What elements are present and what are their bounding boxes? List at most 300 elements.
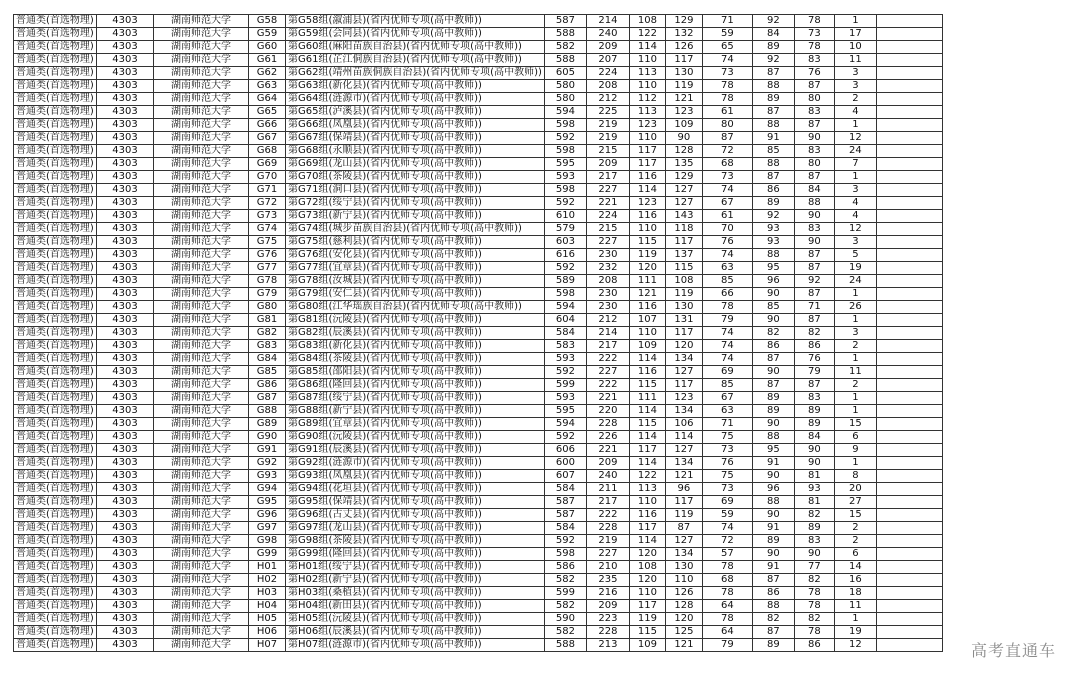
- total-score-cell: 589: [544, 275, 586, 288]
- empty-cell: [876, 132, 942, 145]
- empty-cell: [876, 28, 942, 41]
- elective-cell: 87: [794, 80, 834, 93]
- empty-cell: [876, 366, 942, 379]
- elective-cell: 90: [794, 457, 834, 470]
- group-code-cell: G95: [249, 496, 286, 509]
- math-cell: 106: [665, 418, 702, 431]
- math-cell: 128: [665, 600, 702, 613]
- chinese-cell: 109: [629, 639, 665, 652]
- elective-cell: 87: [794, 379, 834, 392]
- school-code-cell: 4303: [97, 522, 154, 535]
- physics-cell: 88: [752, 119, 794, 132]
- chinese-cell: 119: [629, 249, 665, 262]
- rank-cell: 14: [834, 561, 876, 574]
- empty-cell: [876, 535, 942, 548]
- empty-cell: [876, 574, 942, 587]
- group-name-cell: 第G84组(茶陵县)(省内优师专项(高中教师)): [286, 353, 545, 366]
- group-code-cell: G67: [249, 132, 286, 145]
- rank-cell: 3: [834, 327, 876, 340]
- chinese-cell: 122: [629, 470, 665, 483]
- table-row: [14, 613, 943, 626]
- elective-cell: 81: [794, 496, 834, 509]
- total-score-cell: 598: [544, 288, 586, 301]
- math-cell: 127: [665, 366, 702, 379]
- physics-cell: 89: [752, 93, 794, 106]
- table-row: [14, 561, 943, 574]
- math-cell: 108: [665, 275, 702, 288]
- table-row: [14, 327, 943, 340]
- category-cell: 普通类(首选物理): [14, 288, 97, 301]
- chinese-cell: 111: [629, 275, 665, 288]
- elective-cell: 93: [794, 483, 834, 496]
- chinese-cell: 110: [629, 132, 665, 145]
- school-name-cell: 湖南师范大学: [154, 509, 249, 522]
- group-name-cell: 第G74组(城步苗族自治县)(省内优师专项(高中教师)): [286, 223, 545, 236]
- total-score-cell: 588: [544, 639, 586, 652]
- physics-cell: 95: [752, 262, 794, 275]
- table-row: [14, 119, 943, 132]
- chinese-cell: 117: [629, 444, 665, 457]
- school-name-cell: 湖南师范大学: [154, 327, 249, 340]
- group-code-cell: G82: [249, 327, 286, 340]
- chinese-math-cell: 228: [586, 626, 629, 639]
- group-name-cell: 第G59组(会同县)(省内优师专项(高中教师)): [286, 28, 545, 41]
- category-cell: 普通类(首选物理): [14, 496, 97, 509]
- school-name-cell: 湖南师范大学: [154, 379, 249, 392]
- group-name-cell: 第G66组(凤凰县)(省内优师专项(高中教师)): [286, 119, 545, 132]
- school-code-cell: 4303: [97, 262, 154, 275]
- rank-cell: 2: [834, 93, 876, 106]
- category-cell: 普通类(首选物理): [14, 470, 97, 483]
- school-code-cell: 4303: [97, 613, 154, 626]
- school-name-cell: 湖南师范大学: [154, 535, 249, 548]
- math-cell: 90: [665, 132, 702, 145]
- empty-cell: [876, 431, 942, 444]
- school-name-cell: 湖南师范大学: [154, 236, 249, 249]
- elective-cell: 77: [794, 561, 834, 574]
- math-cell: 123: [665, 106, 702, 119]
- foreign-lang-cell: 65: [702, 41, 752, 54]
- empty-cell: [876, 184, 942, 197]
- rank-cell: 24: [834, 275, 876, 288]
- total-score-cell: 592: [544, 535, 586, 548]
- math-cell: 143: [665, 210, 702, 223]
- group-code-cell: G89: [249, 418, 286, 431]
- group-code-cell: G62: [249, 67, 286, 80]
- physics-cell: 82: [752, 327, 794, 340]
- chinese-cell: 112: [629, 93, 665, 106]
- total-score-cell: 598: [544, 145, 586, 158]
- physics-cell: 93: [752, 236, 794, 249]
- math-cell: 117: [665, 496, 702, 509]
- chinese-cell: 116: [629, 301, 665, 314]
- school-code-cell: 4303: [97, 145, 154, 158]
- chinese-cell: 108: [629, 15, 665, 28]
- total-score-cell: 582: [544, 626, 586, 639]
- physics-cell: 84: [752, 28, 794, 41]
- math-cell: 126: [665, 41, 702, 54]
- school-name-cell: 湖南师范大学: [154, 496, 249, 509]
- table-row: [14, 600, 943, 613]
- total-score-cell: 592: [544, 431, 586, 444]
- table-row: [14, 444, 943, 457]
- physics-cell: 90: [752, 548, 794, 561]
- group-name-cell: 第G83组(新化县)(省内优师专项(高中教师)): [286, 340, 545, 353]
- elective-cell: 80: [794, 158, 834, 171]
- group-code-cell: G68: [249, 145, 286, 158]
- physics-cell: 90: [752, 509, 794, 522]
- school-name-cell: 湖南师范大学: [154, 28, 249, 41]
- table-row: [14, 210, 943, 223]
- group-code-cell: H01: [249, 561, 286, 574]
- table-row: [14, 314, 943, 327]
- group-name-cell: 第G98组(茶陵县)(省内优师专项(高中教师)): [286, 535, 545, 548]
- category-cell: 普通类(首选物理): [14, 587, 97, 600]
- total-score-cell: 580: [544, 93, 586, 106]
- rank-cell: 19: [834, 262, 876, 275]
- table-row: [14, 80, 943, 93]
- empty-cell: [876, 561, 942, 574]
- group-name-cell: 第G71组(洞口县)(省内优师专项(高中教师)): [286, 184, 545, 197]
- school-name-cell: 湖南师范大学: [154, 184, 249, 197]
- math-cell: 96: [665, 483, 702, 496]
- math-cell: 121: [665, 93, 702, 106]
- school-code-cell: 4303: [97, 366, 154, 379]
- elective-cell: 82: [794, 509, 834, 522]
- elective-cell: 90: [794, 236, 834, 249]
- math-cell: 87: [665, 522, 702, 535]
- chinese-math-cell: 228: [586, 522, 629, 535]
- physics-cell: 89: [752, 405, 794, 418]
- empty-cell: [876, 483, 942, 496]
- rank-cell: 8: [834, 470, 876, 483]
- school-code-cell: 4303: [97, 626, 154, 639]
- category-cell: 普通类(首选物理): [14, 522, 97, 535]
- rank-cell: 15: [834, 509, 876, 522]
- empty-cell: [876, 639, 942, 652]
- foreign-lang-cell: 80: [702, 119, 752, 132]
- table-row: [14, 548, 943, 561]
- chinese-math-cell: 209: [586, 41, 629, 54]
- physics-cell: 88: [752, 80, 794, 93]
- chinese-math-cell: 235: [586, 574, 629, 587]
- foreign-lang-cell: 74: [702, 327, 752, 340]
- rank-cell: 1: [834, 15, 876, 28]
- physics-cell: 87: [752, 353, 794, 366]
- category-cell: 普通类(首选物理): [14, 509, 97, 522]
- group-name-cell: 第H07组(涟源市)(省内优师专项(高中教师)): [286, 639, 545, 652]
- school-name-cell: 湖南师范大学: [154, 405, 249, 418]
- empty-cell: [876, 327, 942, 340]
- chinese-cell: 114: [629, 431, 665, 444]
- group-code-cell: G91: [249, 444, 286, 457]
- group-code-cell: G80: [249, 301, 286, 314]
- foreign-lang-cell: 87: [702, 132, 752, 145]
- group-code-cell: G85: [249, 366, 286, 379]
- school-name-cell: 湖南师范大学: [154, 80, 249, 93]
- foreign-lang-cell: 74: [702, 54, 752, 67]
- total-score-cell: 579: [544, 223, 586, 236]
- table-row: [14, 379, 943, 392]
- chinese-math-cell: 219: [586, 535, 629, 548]
- empty-cell: [876, 626, 942, 639]
- elective-cell: 92: [794, 275, 834, 288]
- rank-cell: 1: [834, 171, 876, 184]
- chinese-cell: 111: [629, 392, 665, 405]
- empty-cell: [876, 587, 942, 600]
- school-name-cell: 湖南师范大学: [154, 431, 249, 444]
- total-score-cell: 582: [544, 41, 586, 54]
- group-name-cell: 第G58组(溆浦县)(省内优师专项(高中教师)): [286, 15, 545, 28]
- foreign-lang-cell: 85: [702, 379, 752, 392]
- physics-cell: 92: [752, 210, 794, 223]
- category-cell: 普通类(首选物理): [14, 613, 97, 626]
- math-cell: 134: [665, 457, 702, 470]
- math-cell: 126: [665, 587, 702, 600]
- category-cell: 普通类(首选物理): [14, 574, 97, 587]
- chinese-math-cell: 222: [586, 509, 629, 522]
- total-score-cell: 593: [544, 353, 586, 366]
- school-name-cell: 湖南师范大学: [154, 561, 249, 574]
- school-code-cell: 4303: [97, 509, 154, 522]
- table-row: [14, 301, 943, 314]
- total-score-cell: 604: [544, 314, 586, 327]
- chinese-math-cell: 219: [586, 132, 629, 145]
- category-cell: 普通类(首选物理): [14, 405, 97, 418]
- rank-cell: 1: [834, 353, 876, 366]
- school-name-cell: 湖南师范大学: [154, 457, 249, 470]
- rank-cell: 26: [834, 301, 876, 314]
- school-code-cell: 4303: [97, 639, 154, 652]
- table-row: [14, 457, 943, 470]
- total-score-cell: 598: [544, 184, 586, 197]
- total-score-cell: 582: [544, 574, 586, 587]
- table-row: [14, 470, 943, 483]
- category-cell: 普通类(首选物理): [14, 249, 97, 262]
- school-name-cell: 湖南师范大学: [154, 275, 249, 288]
- physics-cell: 82: [752, 613, 794, 626]
- elective-cell: 89: [794, 522, 834, 535]
- group-code-cell: G79: [249, 288, 286, 301]
- total-score-cell: 583: [544, 340, 586, 353]
- table-row: [14, 197, 943, 210]
- empty-cell: [876, 301, 942, 314]
- foreign-lang-cell: 64: [702, 626, 752, 639]
- table-row: [14, 288, 943, 301]
- group-code-cell: G78: [249, 275, 286, 288]
- empty-cell: [876, 119, 942, 132]
- category-cell: 普通类(首选物理): [14, 28, 97, 41]
- empty-cell: [876, 145, 942, 158]
- school-name-cell: 湖南师范大学: [154, 600, 249, 613]
- chinese-math-cell: 230: [586, 301, 629, 314]
- group-code-cell: G61: [249, 54, 286, 67]
- physics-cell: 91: [752, 457, 794, 470]
- physics-cell: 93: [752, 223, 794, 236]
- chinese-math-cell: 214: [586, 15, 629, 28]
- table-row: [14, 15, 943, 28]
- school-code-cell: 4303: [97, 470, 154, 483]
- category-cell: 普通类(首选物理): [14, 379, 97, 392]
- elective-cell: 83: [794, 392, 834, 405]
- rank-cell: 1: [834, 613, 876, 626]
- chinese-math-cell: 217: [586, 496, 629, 509]
- physics-cell: 87: [752, 171, 794, 184]
- empty-cell: [876, 288, 942, 301]
- empty-cell: [876, 210, 942, 223]
- chinese-cell: 110: [629, 54, 665, 67]
- group-code-cell: G72: [249, 197, 286, 210]
- total-score-cell: 594: [544, 106, 586, 119]
- school-name-cell: 湖南师范大学: [154, 197, 249, 210]
- physics-cell: 89: [752, 639, 794, 652]
- table-row: [14, 67, 943, 80]
- foreign-lang-cell: 59: [702, 509, 752, 522]
- total-score-cell: 587: [544, 15, 586, 28]
- chinese-cell: 113: [629, 483, 665, 496]
- group-code-cell: G86: [249, 379, 286, 392]
- foreign-lang-cell: 79: [702, 639, 752, 652]
- rank-cell: 1: [834, 288, 876, 301]
- empty-cell: [876, 600, 942, 613]
- group-code-cell: G75: [249, 236, 286, 249]
- elective-cell: 87: [794, 119, 834, 132]
- chinese-cell: 114: [629, 353, 665, 366]
- chinese-math-cell: 228: [586, 418, 629, 431]
- elective-cell: 79: [794, 366, 834, 379]
- group-name-cell: 第G67组(保靖县)(省内优师专项(高中教师)): [286, 132, 545, 145]
- foreign-lang-cell: 71: [702, 418, 752, 431]
- foreign-lang-cell: 63: [702, 262, 752, 275]
- school-code-cell: 4303: [97, 41, 154, 54]
- school-name-cell: 湖南师范大学: [154, 288, 249, 301]
- elective-cell: 73: [794, 28, 834, 41]
- physics-cell: 86: [752, 184, 794, 197]
- math-cell: 129: [665, 171, 702, 184]
- rank-cell: 27: [834, 496, 876, 509]
- physics-cell: 96: [752, 275, 794, 288]
- elective-cell: 90: [794, 548, 834, 561]
- physics-cell: 90: [752, 470, 794, 483]
- total-score-cell: 580: [544, 80, 586, 93]
- school-code-cell: 4303: [97, 171, 154, 184]
- group-name-cell: 第G87组(绥宁县)(省内优师专项(高中教师)): [286, 392, 545, 405]
- category-cell: 普通类(首选物理): [14, 236, 97, 249]
- group-code-cell: G60: [249, 41, 286, 54]
- school-name-cell: 湖南师范大学: [154, 249, 249, 262]
- group-code-cell: G74: [249, 223, 286, 236]
- math-cell: 137: [665, 249, 702, 262]
- school-code-cell: 4303: [97, 15, 154, 28]
- empty-cell: [876, 236, 942, 249]
- math-cell: 115: [665, 262, 702, 275]
- group-code-cell: G64: [249, 93, 286, 106]
- empty-cell: [876, 509, 942, 522]
- group-name-cell: 第G79组(安仁县)(省内优师专项(高中教师)): [286, 288, 545, 301]
- category-cell: 普通类(首选物理): [14, 132, 97, 145]
- group-name-cell: 第G85组(邵阳县)(省内优师专项(高中教师)): [286, 366, 545, 379]
- empty-cell: [876, 470, 942, 483]
- school-name-cell: 湖南师范大学: [154, 314, 249, 327]
- math-cell: 135: [665, 158, 702, 171]
- group-name-cell: 第H06组(辰溪县)(省内优师专项(高中教师)): [286, 626, 545, 639]
- empty-cell: [876, 405, 942, 418]
- category-cell: 普通类(首选物理): [14, 106, 97, 119]
- foreign-lang-cell: 72: [702, 145, 752, 158]
- school-code-cell: 4303: [97, 587, 154, 600]
- group-code-cell: G93: [249, 470, 286, 483]
- rank-cell: 3: [834, 184, 876, 197]
- group-name-cell: 第G75组(慈利县)(省内优师专项(高中教师)): [286, 236, 545, 249]
- school-name-cell: 湖南师范大学: [154, 223, 249, 236]
- group-name-cell: 第G99组(隆回县)(省内优师专项(高中教师)): [286, 548, 545, 561]
- math-cell: 123: [665, 392, 702, 405]
- foreign-lang-cell: 74: [702, 340, 752, 353]
- group-name-cell: 第G73组(新宁县)(省内优师专项(高中教师)): [286, 210, 545, 223]
- school-code-cell: 4303: [97, 197, 154, 210]
- elective-cell: 83: [794, 106, 834, 119]
- table-row: [14, 392, 943, 405]
- school-name-cell: 湖南师范大学: [154, 470, 249, 483]
- foreign-lang-cell: 68: [702, 574, 752, 587]
- group-code-cell: G66: [249, 119, 286, 132]
- category-cell: 普通类(首选物理): [14, 184, 97, 197]
- physics-cell: 88: [752, 496, 794, 509]
- table-row: [14, 535, 943, 548]
- school-code-cell: 4303: [97, 223, 154, 236]
- table-row: [14, 93, 943, 106]
- school-code-cell: 4303: [97, 353, 154, 366]
- school-code-cell: 4303: [97, 119, 154, 132]
- rank-cell: 12: [834, 223, 876, 236]
- school-name-cell: 湖南师范大学: [154, 626, 249, 639]
- group-code-cell: G87: [249, 392, 286, 405]
- physics-cell: 89: [752, 392, 794, 405]
- total-score-cell: 594: [544, 301, 586, 314]
- chinese-cell: 116: [629, 210, 665, 223]
- group-name-cell: 第G68组(永顺县)(省内优师专项(高中教师)): [286, 145, 545, 158]
- empty-cell: [876, 613, 942, 626]
- chinese-math-cell: 210: [586, 561, 629, 574]
- table-row: [14, 158, 943, 171]
- empty-cell: [876, 522, 942, 535]
- school-name-cell: 湖南师范大学: [154, 15, 249, 28]
- group-code-cell: G81: [249, 314, 286, 327]
- chinese-math-cell: 227: [586, 548, 629, 561]
- group-code-cell: G63: [249, 80, 286, 93]
- physics-cell: 86: [752, 587, 794, 600]
- table-row: [14, 145, 943, 158]
- group-code-cell: H06: [249, 626, 286, 639]
- physics-cell: 89: [752, 41, 794, 54]
- elective-cell: 81: [794, 470, 834, 483]
- group-code-cell: H03: [249, 587, 286, 600]
- group-code-cell: G59: [249, 28, 286, 41]
- foreign-lang-cell: 69: [702, 496, 752, 509]
- math-cell: 120: [665, 613, 702, 626]
- school-name-cell: 湖南师范大学: [154, 158, 249, 171]
- group-name-cell: 第G86组(隆回县)(省内优师专项(高中教师)): [286, 379, 545, 392]
- foreign-lang-cell: 61: [702, 210, 752, 223]
- elective-cell: 82: [794, 613, 834, 626]
- chinese-math-cell: 220: [586, 405, 629, 418]
- chinese-math-cell: 221: [586, 392, 629, 405]
- group-code-cell: G98: [249, 535, 286, 548]
- foreign-lang-cell: 78: [702, 93, 752, 106]
- foreign-lang-cell: 76: [702, 457, 752, 470]
- rank-cell: 3: [834, 236, 876, 249]
- group-name-cell: 第G60组(麻阳苗族自治县)(省内优师专项(高中教师)): [286, 41, 545, 54]
